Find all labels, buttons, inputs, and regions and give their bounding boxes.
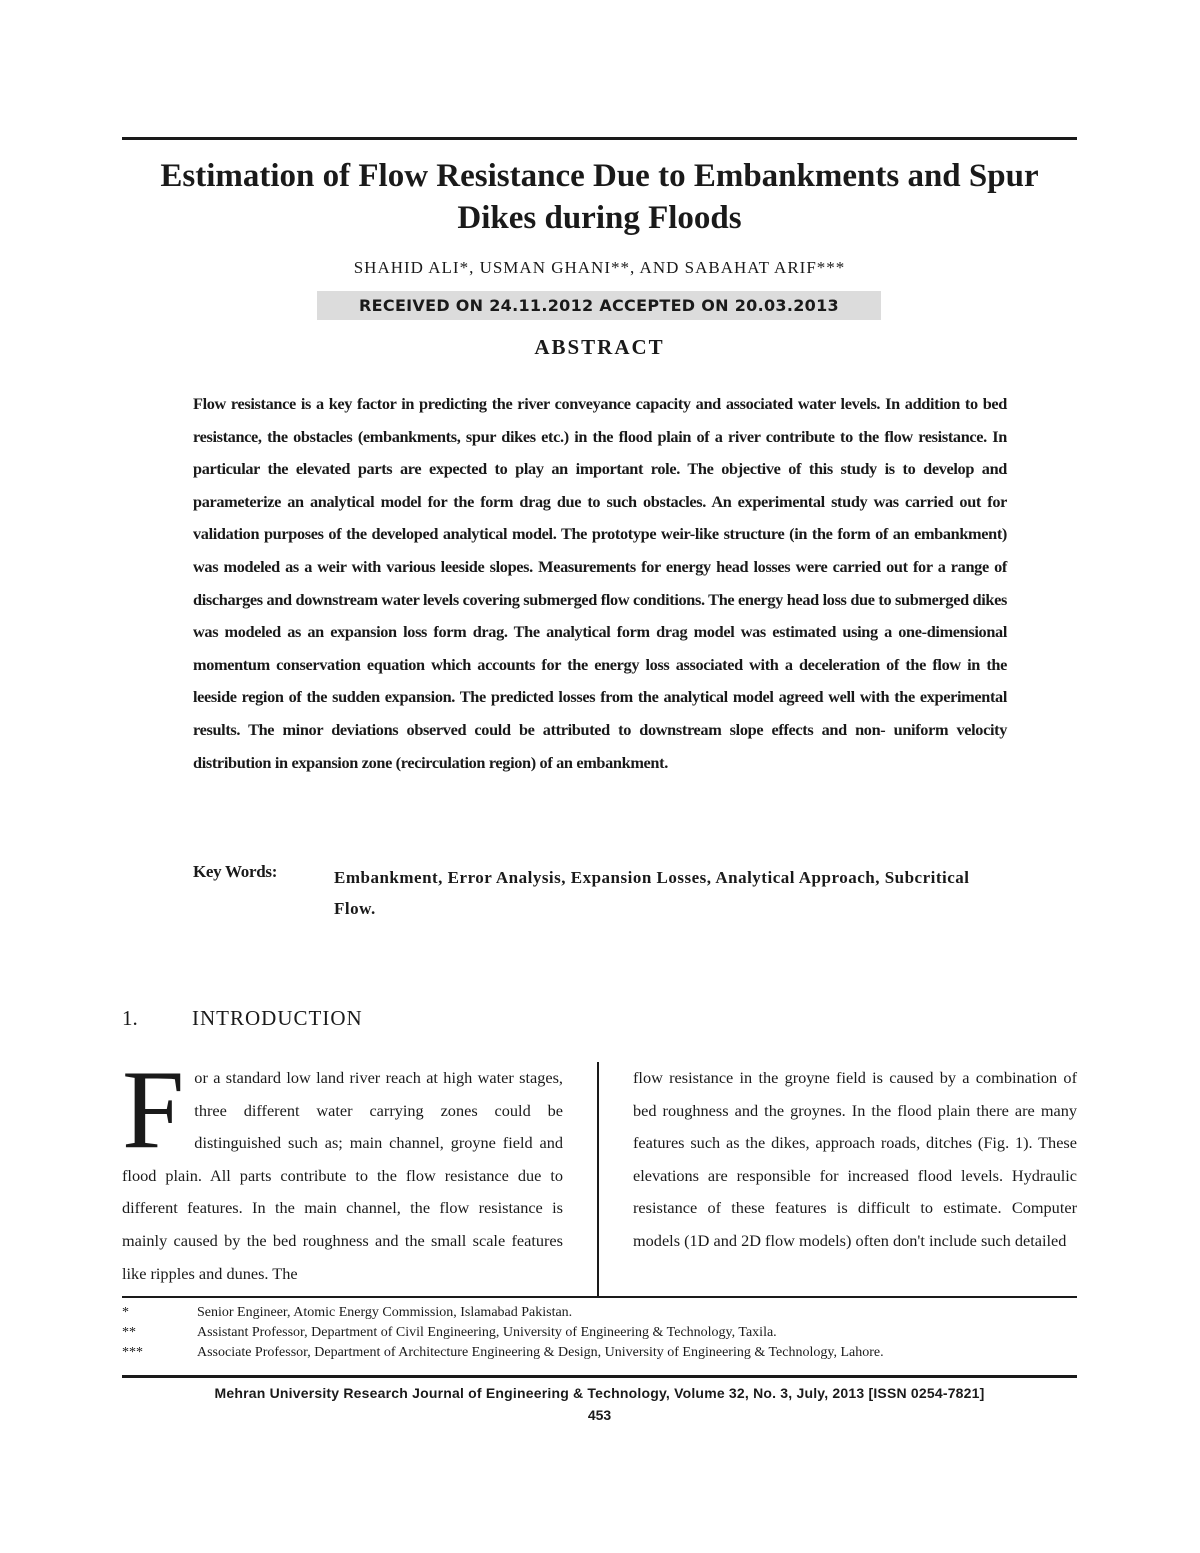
footnote-mark: *** xyxy=(122,1345,143,1360)
intro-right-text: flow resistance in the groyne field is caused by a combination of bed roughness and the groynes. In the flood plain there are many features such as the dikes, approach roads, ditches (Fig. 1). These elevations are responsible for increased flood levels. Hydraulic resistance of these features is difficult to estimate. Computer models (1D and 2D flow models) often don't include such detailed xyxy=(633,1068,1077,1250)
bottom-rule xyxy=(122,1375,1077,1378)
intro-left-text: or a standard low land river reach at high water stages, three different water carrying zones could be distinguished such as; main channel, groyne field and flood plain. All parts contribute to the flow resistance due to different features. In the main channel, the flow resistance is mainly caused by the bed roughness and the small scale features like ripples and dunes. The xyxy=(122,1068,563,1283)
footnote-text: Senior Engineer, Atomic Energy Commission, Islamabad Pakistan. xyxy=(197,1305,573,1320)
footnote-text: Assistant Professor, Department of Civil Engineering, University of Engineering & Technology, Taxila. xyxy=(197,1325,777,1340)
footnotes xyxy=(122,1303,1077,1363)
footnote xyxy=(122,1303,1077,1323)
keywords-label: Key Words: xyxy=(193,862,278,881)
column-divider xyxy=(597,1062,599,1296)
footnote xyxy=(122,1323,1077,1343)
section-number: 1. xyxy=(122,1006,138,1030)
journal-citation: Mehran University Research Journal of Engineering & Technology, Volume 32, No. 3, July, 2013 [ISSN 0254-7821] xyxy=(214,1385,985,1401)
footnote xyxy=(122,1343,1077,1363)
page-number: 453 xyxy=(587,1407,612,1423)
section-heading: INTRODUCTION xyxy=(192,1006,363,1030)
received-accepted-banner: RECEIVED ON 24.11.2012 ACCEPTED ON 20.03.2013 xyxy=(317,291,881,320)
footnote-mark: ** xyxy=(122,1325,136,1340)
abstract-body: Flow resistance is a key factor in predicting the river conveyance capacity and associated water levels. In addition to bed resistance, the obstacles (embankments, spur dikes etc.) in the flood plain of a river contribute to the flow resistance. In particular the elevated parts are expected to play an important role. The objective of this study is to develop and parameterize an analytical model for the form drag due to such obstacles. An experimental study was carried out for validation purposes of the developed analytical model. The prototype weir-like structure (in the form of an embankment) was modeled as a weir with various leeside slopes. Measurements for energy head losses were carried out for a range of discharges and downstream water levels covering submerged flow conditions. The energy head loss due to submerged dikes was modeled as an expansion loss form drag. The analytical form drag model was estimated using a one-dimensional momentum conservation equation which accounts for the energy loss associated with a deceleration of the flow in the leeside region of the sudden expansion. The predicted losses from the analytical model agreed well with the experimental results. The minor deviations observed could be attributed to downstream slope effects and non- uniform velocity distribution in expansion zone (recirculation region) of an embankment. xyxy=(193,394,1007,772)
intro-right-column xyxy=(633,1062,1077,1258)
footnote-mark: * xyxy=(122,1305,129,1320)
footnote-rule xyxy=(122,1296,1077,1298)
paper-title: Estimation of Flow Resistance Due to Embankments and Spur Dikes during Floods xyxy=(160,158,1039,236)
intro-left-column xyxy=(122,1048,563,1290)
authors: SHAHID ALI*, USMAN GHANI**, AND SABAHAT ARIF*** xyxy=(353,258,846,277)
keywords: Embankment, Error Analysis, Expansion Losses, Analytical Approach, Subcritical Flow. xyxy=(334,868,970,918)
footnote-text: Associate Professor, Department of Architecture Engineering & Design, University of Engineering & Technology, Lahore. xyxy=(197,1345,884,1360)
drop-cap: F xyxy=(122,1048,185,1172)
top-rule xyxy=(122,137,1077,140)
abstract-heading: ABSTRACT xyxy=(534,335,665,359)
